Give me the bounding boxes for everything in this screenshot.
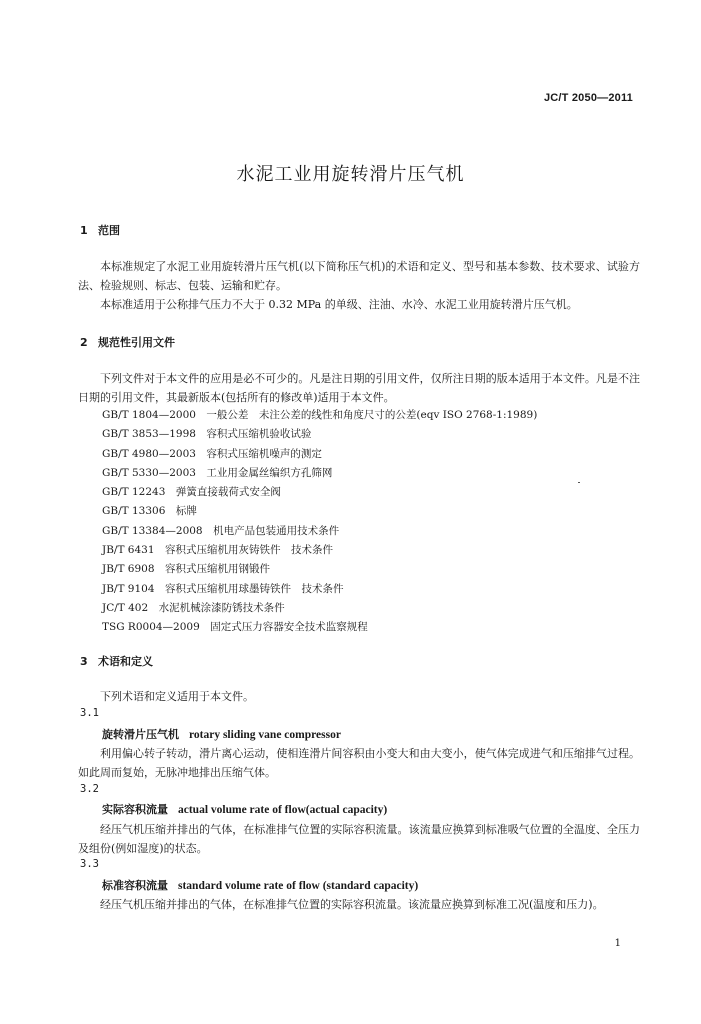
document-title: 水泥工业用旋转滑片压气机 bbox=[236, 164, 465, 185]
term-zh: 实际容积流量 bbox=[102, 803, 168, 816]
reference-item: GB/T 5330—2003 工业用金属丝编织方孔筛网 bbox=[102, 466, 333, 479]
normative-intro: 下列文件对于本文件的应用是必不可少的。凡是注日期的引用文件，仅所注日期的版本适用于本文件。凡是不注日期的引用文件，其最新版本(包括所有的修改单)适用于本文件。 bbox=[78, 372, 640, 404]
section-3-heading bbox=[80, 653, 153, 669]
term-en: actual volume rate of flow(actual capacity) bbox=[178, 804, 388, 816]
reference-item: TSG R0004—2009 固定式压力容器安全技术监察规程 bbox=[102, 621, 368, 634]
reference-item: GB/T 1804—2000 一般公差 未注公差的线性和角度尺寸的公差(eqv ISO 2768-1:1989) bbox=[102, 409, 538, 421]
reference-item: JC/T 402 水泥机械涂漆防锈技术条件 bbox=[102, 601, 285, 614]
section-title: 范围 bbox=[98, 224, 120, 237]
term-en: standard volume rate of flow (standard capacity) bbox=[178, 880, 419, 892]
reference-item: GB/T 4980—2003 容积式压缩机噪声的测定 bbox=[102, 447, 322, 460]
term-heading bbox=[102, 726, 341, 742]
section-2-heading bbox=[80, 334, 175, 350]
reference-item: JB/T 6908 容积式压缩机用钢锻件 bbox=[102, 563, 271, 576]
term-number: 3.3 bbox=[80, 858, 99, 870]
page-number: 1 bbox=[614, 938, 621, 949]
standard-code: JC/T 2050—2011 bbox=[543, 92, 633, 104]
section-number: 2 bbox=[80, 336, 88, 349]
term-number: 3.1 bbox=[80, 707, 99, 719]
term-definition: 经压气机压缩并排出的气体，在标准排气位置的实际容积流量。该流量应换算到标准工况(温度和压力)。 bbox=[100, 898, 604, 911]
section-title: 规范性引用文件 bbox=[98, 336, 175, 349]
term-heading bbox=[102, 801, 387, 817]
term-en: rotary sliding vane compressor bbox=[189, 729, 341, 741]
scope-paragraph-1: 本标准规定了水泥工业用旋转滑片压气机(以下简称压气机)的术语和定义、型号和基本参数、技术要求、试验方法、检验规则、标志、包装、运输和贮存。 bbox=[78, 260, 640, 292]
term-number: 3.2 bbox=[80, 783, 99, 795]
term-definition: 利用偏心转子转动，滑片离心运动，使相连滑片间容积由小变大和由大变小，使气体完成进气和压缩排气过程。如此周而复始，无脉冲地排出压缩气体。 bbox=[78, 747, 640, 779]
section-number: 3 bbox=[80, 655, 88, 668]
reference-item: JB/T 9104 容积式压缩机用球墨铸铁件 技术条件 bbox=[102, 582, 344, 595]
reference-list bbox=[102, 406, 537, 638]
reference-item: GB/T 12243 弹簧直接载荷式安全阀 bbox=[102, 486, 281, 499]
section-title: 术语和定义 bbox=[98, 655, 153, 668]
section-number: 1 bbox=[80, 224, 88, 237]
reference-item: GB/T 13306 标牌 bbox=[102, 505, 197, 518]
reference-item: GB/T 13384—2008 机电产品包装通用技术条件 bbox=[102, 524, 340, 537]
term-definition: 经压气机压缩并排出的气体，在标准排气位置的实际容积流量。该流量应换算到标准吸气位置的全温度、全压力及组份(例如湿度)的状态。 bbox=[78, 823, 640, 855]
terms-intro: 下列术语和定义适用于本文件。 bbox=[100, 690, 254, 703]
section-1-heading bbox=[80, 222, 120, 238]
reference-item: GB/T 3853—1998 容积式压缩机验收试验 bbox=[102, 428, 312, 441]
term-zh: 旋转滑片压气机 bbox=[102, 728, 179, 741]
scope-paragraph-2: 本标准适用于公称排气压力不大于 0.32 MPa 的单级、注油、水冷、水泥工业用旋转滑片压气机。 bbox=[100, 298, 578, 311]
reference-item: JB/T 6431 容积式压缩机用灰铸铁件 技术条件 bbox=[102, 544, 334, 557]
scan-speck bbox=[578, 482, 580, 483]
term-heading bbox=[102, 877, 418, 893]
term-zh: 标准容积流量 bbox=[102, 879, 168, 892]
